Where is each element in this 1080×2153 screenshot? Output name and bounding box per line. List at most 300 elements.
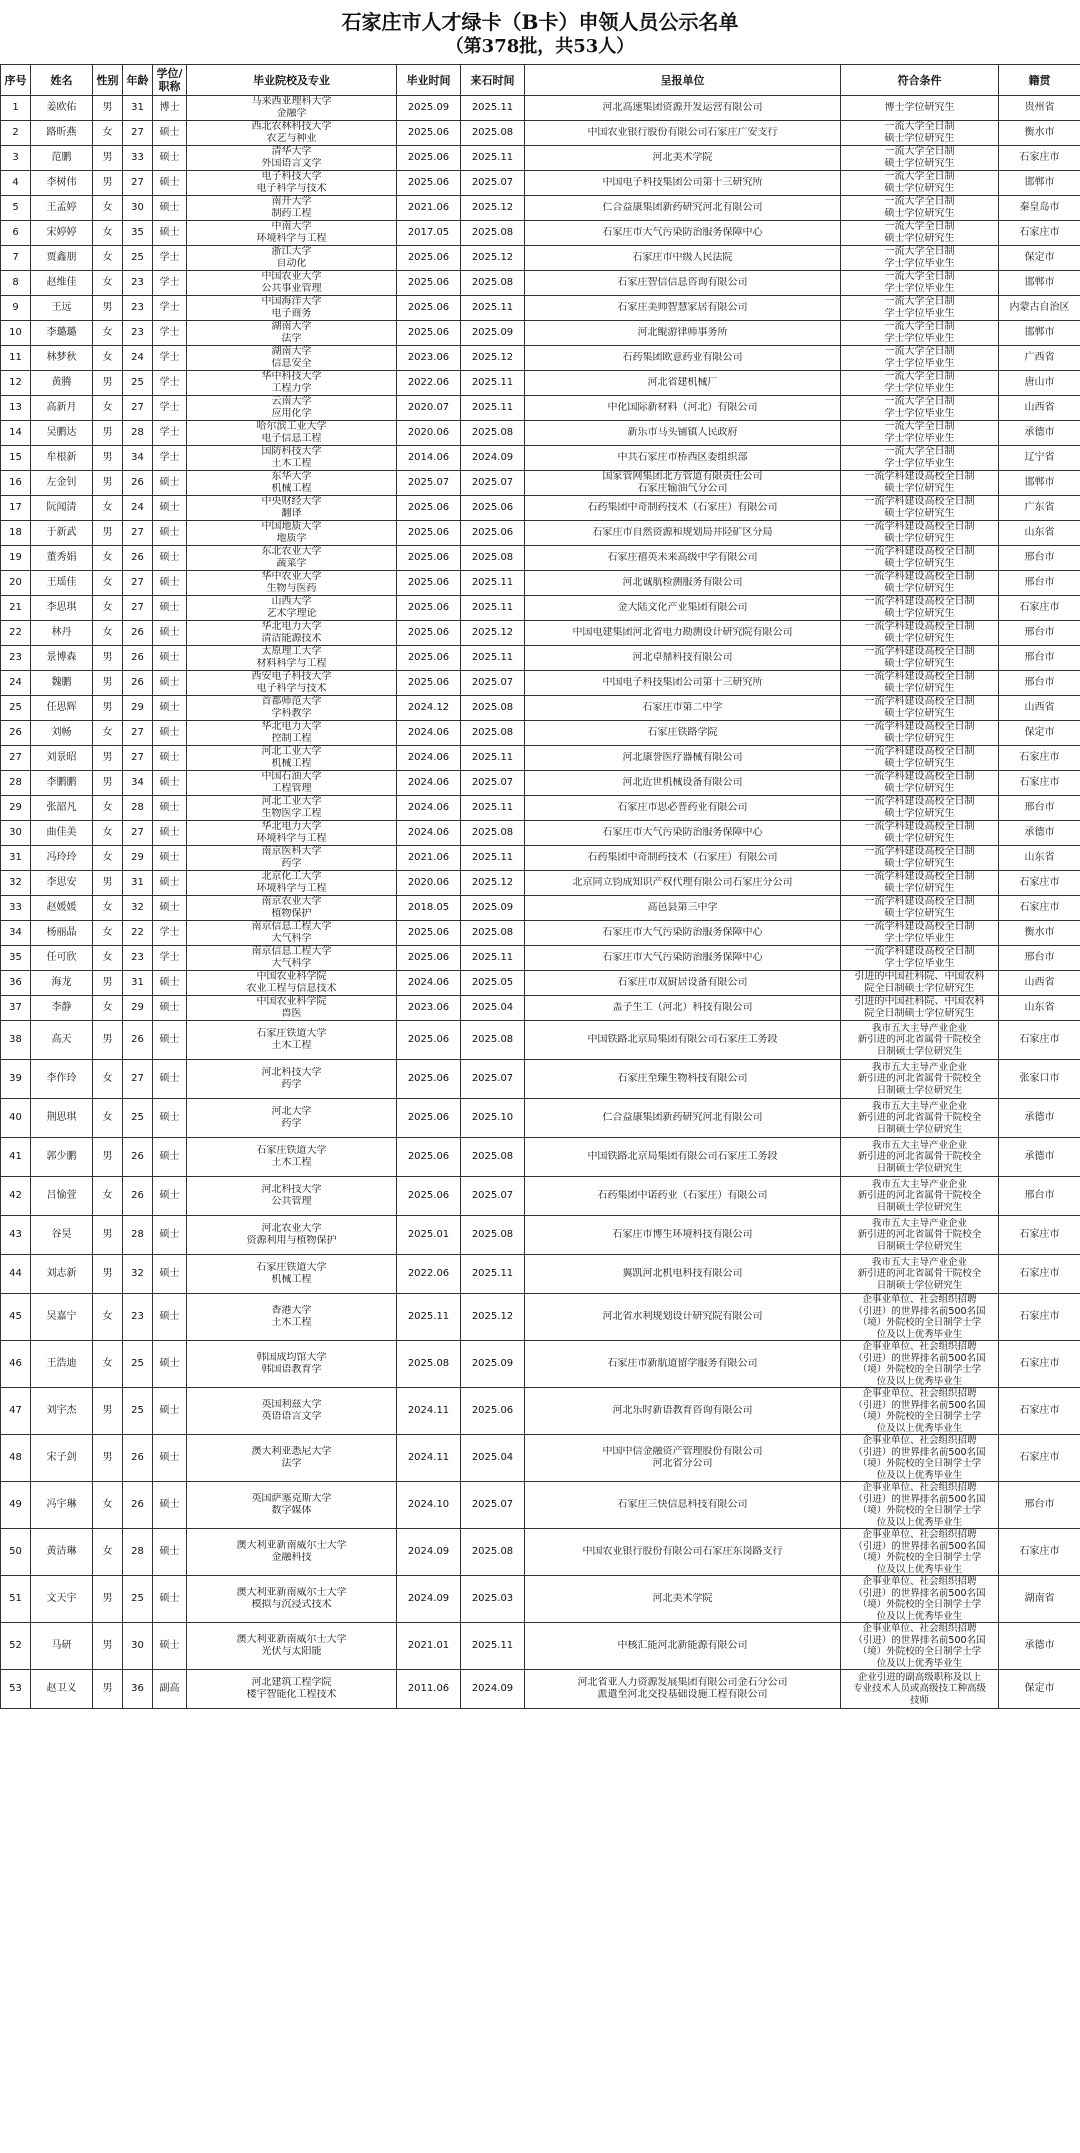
cell-condition-line: 引进的中国社科院、中国农科 [854, 971, 985, 982]
cell-origin: 山西省 [999, 971, 1080, 996]
cell-gender: 男 [93, 746, 123, 771]
cell-arrive-time: 2025.07 [461, 1177, 525, 1216]
table-row [1, 1021, 1080, 1060]
cell-school [187, 1529, 397, 1576]
cell-grad-time: 2024.06 [397, 821, 461, 846]
cell-origin: 石家庄市 [999, 221, 1080, 246]
cell-no: 42 [1, 1177, 31, 1216]
cell-name: 王远 [31, 296, 93, 321]
table-row [1, 1623, 1080, 1670]
cell-origin: 衡水市 [999, 921, 1080, 946]
cell-condition-line: 企事业单位、社会组织招聘 [862, 1435, 977, 1446]
cell-condition [841, 546, 999, 571]
table-row [1, 871, 1080, 896]
cell-unit-line: 新乐市马头铺镇人民政府 [627, 427, 738, 438]
cell-name: 曲佳美 [31, 821, 93, 846]
cell-unit-line: 翼凯河北机电科技有限公司 [622, 1268, 743, 1279]
col-header-unit: 呈报单位 [525, 65, 841, 96]
cell-origin: 邯郸市 [999, 271, 1080, 296]
cell-unit-line: 河北美术学院 [652, 152, 713, 163]
cell-no: 35 [1, 946, 31, 971]
cell-unit-line: 河北乐时新语教育咨询有限公司 [612, 1405, 753, 1416]
cell-unit [525, 621, 841, 646]
cell-name: 范鹏 [31, 146, 93, 171]
cell-school-line: 环境科学与工程 [256, 883, 327, 894]
cell-degree: 硕士 [153, 696, 187, 721]
cell-grad-time: 2025.08 [397, 1341, 461, 1388]
cell-condition-line: （引进）的世界排名前500名国 [853, 1305, 986, 1317]
cell-age: 27 [123, 171, 153, 196]
cell-condition [841, 196, 999, 221]
cell-arrive-time: 2025.06 [461, 521, 525, 546]
cell-condition-line: （引进）的世界排名前500名国 [853, 1399, 986, 1411]
cell-unit-line: 石家庄市思必普药业有限公司 [617, 802, 748, 813]
cell-condition [841, 396, 999, 421]
cell-name: 高天 [31, 1021, 93, 1060]
cell-school-line: 艺术学理论 [266, 608, 317, 619]
cell-unit-line: 中化国际新材料（河北）有限公司 [607, 402, 758, 413]
cell-condition-line: 我市五大主导产业企业 [871, 1178, 967, 1190]
cell-origin: 内蒙古自治区 [999, 296, 1080, 321]
cell-no: 10 [1, 321, 31, 346]
cell-age: 25 [123, 246, 153, 271]
cell-school [187, 721, 397, 746]
cell-condition [841, 1021, 999, 1060]
cell-no: 26 [1, 721, 31, 746]
cell-unit [525, 346, 841, 371]
table-row [1, 1138, 1080, 1177]
cell-grad-time: 2020.06 [397, 421, 461, 446]
cell-school-line: 大气科学 [271, 958, 312, 969]
cell-condition [841, 1341, 999, 1388]
cell-origin: 山东省 [999, 521, 1080, 546]
cell-unit-line: 石家庄市第二中学 [642, 702, 723, 713]
cell-gender: 男 [93, 1623, 123, 1670]
cell-gender: 女 [93, 221, 123, 246]
cell-age: 30 [123, 1623, 153, 1670]
cell-condition-line: 学士学位毕业生 [884, 433, 955, 444]
cell-condition-line: 一流学科建设高校全日制 [864, 846, 975, 857]
cell-gender: 女 [93, 1529, 123, 1576]
cell-age: 26 [123, 546, 153, 571]
cell-grad-time: 2025.06 [397, 1177, 461, 1216]
cell-origin: 山西省 [999, 696, 1080, 721]
cell-unit-line: 石家庄至臻生物科技有限公司 [617, 1073, 748, 1084]
cell-no: 18 [1, 521, 31, 546]
cell-condition-line: 日制硕士学位研究生 [876, 1045, 963, 1057]
cell-unit-line: 河北康誉医疗器械有限公司 [622, 752, 743, 763]
cell-condition-line: 日制硕士学位研究生 [876, 1162, 963, 1174]
cell-condition-line: 硕士学位研究生 [884, 558, 955, 569]
cell-age: 23 [123, 271, 153, 296]
cell-origin: 唐山市 [999, 371, 1080, 396]
cell-grad-time: 2025.06 [397, 171, 461, 196]
cell-unit [525, 221, 841, 246]
cell-gender: 男 [93, 446, 123, 471]
cell-condition-line: （引进）的世界排名前500名国 [853, 1540, 986, 1552]
cell-condition [841, 971, 999, 996]
cell-school [187, 321, 397, 346]
cell-arrive-time: 2025.08 [461, 696, 525, 721]
cell-condition-line: 一流大学全日制 [884, 321, 955, 332]
cell-no: 31 [1, 846, 31, 871]
cell-school-line: 南京信息工程大学 [251, 921, 332, 932]
cell-arrive-time: 2025.07 [461, 771, 525, 796]
cell-arrive-time: 2025.08 [461, 1021, 525, 1060]
cell-condition-line: （引进）的世界排名前500名国 [853, 1446, 986, 1458]
cell-condition-line: 硕士学位研究生 [884, 683, 955, 694]
cell-arrive-time: 2025.11 [461, 571, 525, 596]
cell-no: 4 [1, 171, 31, 196]
cell-gender: 女 [93, 621, 123, 646]
cell-name: 董秀娟 [31, 546, 93, 571]
cell-school-line: 北京化工大学 [261, 871, 322, 882]
cell-origin: 邢台市 [999, 946, 1080, 971]
cell-degree: 硕士 [153, 221, 187, 246]
cell-name: 刘景昭 [31, 746, 93, 771]
cell-school-line: 法学 [281, 1458, 302, 1469]
cell-grad-time: 2025.06 [397, 521, 461, 546]
cell-school [187, 996, 397, 1021]
cell-age: 31 [123, 96, 153, 121]
cell-unit [525, 1576, 841, 1623]
cell-grad-time: 2020.06 [397, 871, 461, 896]
cell-arrive-time: 2025.08 [461, 721, 525, 746]
cell-condition-line: 学士学位毕业生 [884, 958, 955, 969]
cell-name: 杨丽晶 [31, 921, 93, 946]
table-row [1, 496, 1080, 521]
cell-grad-time: 2025.06 [397, 496, 461, 521]
cell-degree: 硕士 [153, 971, 187, 996]
cell-school-line: 韩国语教育学 [261, 1364, 322, 1375]
cell-origin: 石家庄市 [999, 1294, 1080, 1341]
cell-age: 27 [123, 746, 153, 771]
cell-condition-line: 学士学位毕业生 [884, 333, 955, 344]
cell-name: 赵媛媛 [31, 896, 93, 921]
cell-unit-line: 石家庄市博生环境科技有限公司 [612, 1229, 753, 1240]
cell-unit-line: 中国中信金融资产管理股份有限公司 [602, 1446, 763, 1457]
col-header-origin: 籍贯 [999, 65, 1080, 96]
cell-grad-time: 2025.06 [397, 1060, 461, 1099]
cell-school-line: 机械工程 [271, 483, 312, 494]
cell-condition-line: 我市五大主导产业企业 [871, 1217, 967, 1229]
cell-gender: 男 [93, 421, 123, 446]
cell-school-line: 河北建筑工程学院 [251, 1677, 332, 1688]
cell-no: 34 [1, 921, 31, 946]
cell-condition-line: 一流大学全日制 [884, 171, 955, 182]
cell-no: 22 [1, 621, 31, 646]
cell-gender: 女 [93, 921, 123, 946]
cell-school [187, 571, 397, 596]
cell-unit-line: 中国农业银行股份有限公司石家庄东岗路支行 [582, 1546, 783, 1557]
cell-name: 李作玲 [31, 1060, 93, 1099]
cell-condition-line: （境）外院校的全日制学士学 [857, 1552, 982, 1563]
cell-condition [841, 1216, 999, 1255]
cell-school [187, 896, 397, 921]
cell-condition-line: 一流大学全日制 [884, 146, 955, 157]
cell-unit-line: 中国铁路北京局集团有限公司石家庄工务段 [587, 1151, 778, 1162]
cell-school-line: 模拟与沉浸式技术 [251, 1599, 332, 1610]
cell-arrive-time: 2025.11 [461, 646, 525, 671]
cell-condition [841, 596, 999, 621]
cell-grad-time: 2025.01 [397, 1216, 461, 1255]
cell-name: 黄洁琳 [31, 1529, 93, 1576]
cell-unit-line: 石家庄市中级人民法院 [632, 252, 733, 263]
cell-gender: 女 [93, 1177, 123, 1216]
cell-condition-line: 一流学科建设高校全日制 [864, 871, 975, 882]
cell-name: 贾鑫朋 [31, 246, 93, 271]
cell-condition-line: 位及以上优秀毕业生 [876, 1375, 963, 1387]
cell-unit [525, 571, 841, 596]
cell-origin: 辽宁省 [999, 446, 1080, 471]
cell-unit-line: 金大陆文化产业集团有限公司 [617, 602, 748, 613]
cell-no: 45 [1, 1294, 31, 1341]
cell-condition [841, 921, 999, 946]
cell-condition-line: 一流学科建设高校全日制 [864, 696, 975, 707]
cell-condition [841, 96, 999, 121]
cell-school-line: 农艺与种业 [266, 133, 317, 144]
cell-origin: 承德市 [999, 821, 1080, 846]
cell-origin: 邢台市 [999, 571, 1080, 596]
page-subtitle: （第378批，共53人） [445, 36, 635, 57]
cell-age: 28 [123, 1529, 153, 1576]
table-row [1, 196, 1080, 221]
cell-condition [841, 1482, 999, 1529]
cell-grad-time: 2020.07 [397, 396, 461, 421]
cell-no: 25 [1, 696, 31, 721]
cell-no: 16 [1, 471, 31, 496]
cell-school-line: 机械工程 [271, 758, 312, 769]
cell-age: 32 [123, 1255, 153, 1294]
cell-degree: 学士 [153, 271, 187, 296]
cell-grad-time: 2024.06 [397, 796, 461, 821]
cell-condition [841, 821, 999, 846]
cell-origin: 石家庄市 [999, 1255, 1080, 1294]
cell-gender: 女 [93, 796, 123, 821]
cell-no: 32 [1, 871, 31, 896]
table-row [1, 146, 1080, 171]
cell-arrive-time: 2025.08 [461, 271, 525, 296]
cell-name: 冯宇琳 [31, 1482, 93, 1529]
cell-degree: 硕士 [153, 621, 187, 646]
cell-name: 宋婷婷 [31, 221, 93, 246]
cell-condition [841, 321, 999, 346]
cell-school [187, 1177, 397, 1216]
table-row [1, 571, 1080, 596]
cell-gender: 男 [93, 646, 123, 671]
cell-condition-line: 企事业单位、社会组织招聘 [862, 1623, 977, 1634]
cell-arrive-time: 2025.12 [461, 871, 525, 896]
cell-age: 29 [123, 696, 153, 721]
cell-condition-line: 一流学科建设高校全日制 [864, 546, 975, 557]
cell-no: 14 [1, 421, 31, 446]
cell-school-line: 中南大学 [271, 221, 312, 232]
table-row [1, 1576, 1080, 1623]
cell-origin: 广西省 [999, 346, 1080, 371]
table-row [1, 1216, 1080, 1255]
cell-origin: 保定市 [999, 1670, 1080, 1709]
table-row [1, 821, 1080, 846]
cell-grad-time: 2025.06 [397, 1099, 461, 1138]
cell-name: 姜欧佑 [31, 96, 93, 121]
cell-age: 25 [123, 1388, 153, 1435]
cell-condition-line: 硕士学位研究生 [884, 708, 955, 719]
cell-condition-line: （引进）的世界排名前500名国 [853, 1352, 986, 1364]
cell-condition [841, 946, 999, 971]
cell-name: 吴鹏达 [31, 421, 93, 446]
cell-school-line: 清洁能源技术 [261, 633, 322, 644]
cell-grad-time: 2023.06 [397, 996, 461, 1021]
cell-no: 40 [1, 1099, 31, 1138]
table-row [1, 296, 1080, 321]
cell-unit-line: 中国农业银行股份有限公司石家庄广安支行 [587, 127, 778, 138]
cell-origin: 邢台市 [999, 671, 1080, 696]
cell-school-line: 中国农业科学院 [256, 996, 327, 1007]
cell-condition-line: 硕士学位研究生 [884, 158, 955, 169]
cell-school-line: 材料科学与工程 [256, 658, 327, 669]
cell-degree: 硕士 [153, 196, 187, 221]
cell-condition-line: 硕士学位研究生 [884, 533, 955, 544]
cell-unit-line: 石家庄三快信息科技有限公司 [617, 1499, 748, 1510]
cell-age: 27 [123, 721, 153, 746]
cell-condition-line: 学士学位毕业生 [884, 283, 955, 294]
cell-degree: 硕士 [153, 1060, 187, 1099]
cell-condition-line: 一流大学全日制 [884, 296, 955, 307]
cell-school-line: 东华大学 [271, 471, 312, 482]
cell-school [187, 1388, 397, 1435]
cell-school-line: 土木工程 [271, 458, 312, 469]
cell-unit [525, 1255, 841, 1294]
cell-gender: 女 [93, 596, 123, 621]
cell-age: 28 [123, 1216, 153, 1255]
cell-age: 36 [123, 1670, 153, 1709]
cell-degree: 硕士 [153, 1341, 187, 1388]
cell-degree: 学士 [153, 396, 187, 421]
cell-age: 32 [123, 896, 153, 921]
cell-degree: 学士 [153, 346, 187, 371]
cell-condition-line: 一流学科建设高校全日制 [864, 821, 975, 832]
cell-age: 33 [123, 146, 153, 171]
cell-condition-line: 一流学科建设高校全日制 [864, 771, 975, 782]
cell-condition [841, 571, 999, 596]
table-row [1, 1099, 1080, 1138]
cell-no: 17 [1, 496, 31, 521]
cell-age: 28 [123, 796, 153, 821]
cell-condition [841, 1060, 999, 1099]
cell-grad-time: 2025.06 [397, 946, 461, 971]
cell-school-line: 电子商务 [271, 308, 312, 319]
cell-school [187, 621, 397, 646]
cell-degree: 硕士 [153, 796, 187, 821]
cell-unit [525, 121, 841, 146]
cell-gender: 女 [93, 896, 123, 921]
cell-name: 阮闻清 [31, 496, 93, 521]
cell-age: 30 [123, 196, 153, 221]
cell-condition-line: 硕士学位研究生 [884, 583, 955, 594]
cell-arrive-time: 2025.06 [461, 496, 525, 521]
cell-school-line: 药学 [281, 1079, 302, 1090]
cell-condition-line: （境）外院校的全日制学士学 [857, 1317, 982, 1328]
cell-school-line: 东北农业大学 [261, 546, 322, 557]
cell-condition-line: 日制硕士学位研究生 [876, 1240, 963, 1252]
cell-condition [841, 846, 999, 871]
cell-school-line: 土木工程 [271, 1157, 312, 1168]
cell-unit-line: 河北卓鼎科技有限公司 [632, 652, 733, 663]
cell-arrive-time: 2025.09 [461, 896, 525, 921]
cell-origin: 衡水市 [999, 121, 1080, 146]
cell-school-line: 数字媒体 [271, 1505, 312, 1516]
cell-school-line: 哈尔滨工业大学 [256, 421, 327, 432]
cell-gender: 男 [93, 146, 123, 171]
cell-condition-line: 一流大学全日制 [884, 421, 955, 432]
cell-gender: 男 [93, 971, 123, 996]
cell-school [187, 1099, 397, 1138]
cell-name: 林丹 [31, 621, 93, 646]
cell-arrive-time: 2025.08 [461, 1138, 525, 1177]
cell-condition-line: 位及以上优秀毕业生 [876, 1610, 963, 1622]
cell-condition-line: 硕士学位研究生 [884, 858, 955, 869]
cell-school [187, 1576, 397, 1623]
cell-condition [841, 721, 999, 746]
cell-unit-line: 高邑县第三中学 [647, 902, 718, 913]
cell-grad-time: 2025.06 [397, 296, 461, 321]
cell-name: 李静 [31, 996, 93, 1021]
cell-unit-line: 石家庄市大气污染防治服务保障中心 [602, 952, 763, 963]
cell-condition-line: 硕士学位研究生 [884, 783, 955, 794]
cell-condition [841, 1529, 999, 1576]
cell-unit [525, 696, 841, 721]
cell-age: 28 [123, 421, 153, 446]
cell-condition [841, 996, 999, 1021]
cell-origin: 石家庄市 [999, 146, 1080, 171]
cell-unit-line: 石家庄市大气污染防治服务保障中心 [602, 927, 763, 938]
cell-school [187, 396, 397, 421]
cell-school [187, 1341, 397, 1388]
cell-condition-line: 一流大学全日制 [884, 221, 955, 232]
cell-grad-time: 2025.06 [397, 271, 461, 296]
cell-condition-line: 硕士学位研究生 [884, 808, 955, 819]
cell-no: 8 [1, 271, 31, 296]
col-header-school: 毕业院校及专业 [187, 65, 397, 96]
cell-age: 23 [123, 321, 153, 346]
cell-condition-line: 位及以上优秀毕业生 [876, 1516, 963, 1528]
table-row [1, 846, 1080, 871]
cell-arrive-time: 2025.07 [461, 1060, 525, 1099]
cell-arrive-time: 2025.08 [461, 1216, 525, 1255]
cell-condition-line: 一流学科建设高校全日制 [864, 896, 975, 907]
cell-gender: 女 [93, 546, 123, 571]
cell-degree: 硕士 [153, 821, 187, 846]
cell-school [187, 371, 397, 396]
cell-school-line: 石家庄铁道大学 [256, 1145, 327, 1156]
cell-school-line: 自动化 [276, 258, 307, 269]
cell-school-line: 韩国成均馆大学 [256, 1352, 327, 1363]
cell-condition-line: 一流学科建设高校全日制 [864, 471, 975, 482]
cell-arrive-time: 2025.08 [461, 921, 525, 946]
cell-name: 牟根新 [31, 446, 93, 471]
cell-arrive-time: 2025.11 [461, 946, 525, 971]
cell-age: 26 [123, 671, 153, 696]
cell-school-line: 河北工业大学 [261, 746, 322, 757]
cell-no: 6 [1, 221, 31, 246]
cell-origin: 保定市 [999, 721, 1080, 746]
cell-school-line: 电子科学与技术 [256, 683, 327, 694]
table-row [1, 1435, 1080, 1482]
cell-arrive-time: 2024.09 [461, 1670, 525, 1709]
cell-school-line: 控制工程 [271, 733, 312, 744]
cell-school-line: 土木工程 [271, 1317, 312, 1328]
cell-arrive-time: 2025.08 [461, 546, 525, 571]
